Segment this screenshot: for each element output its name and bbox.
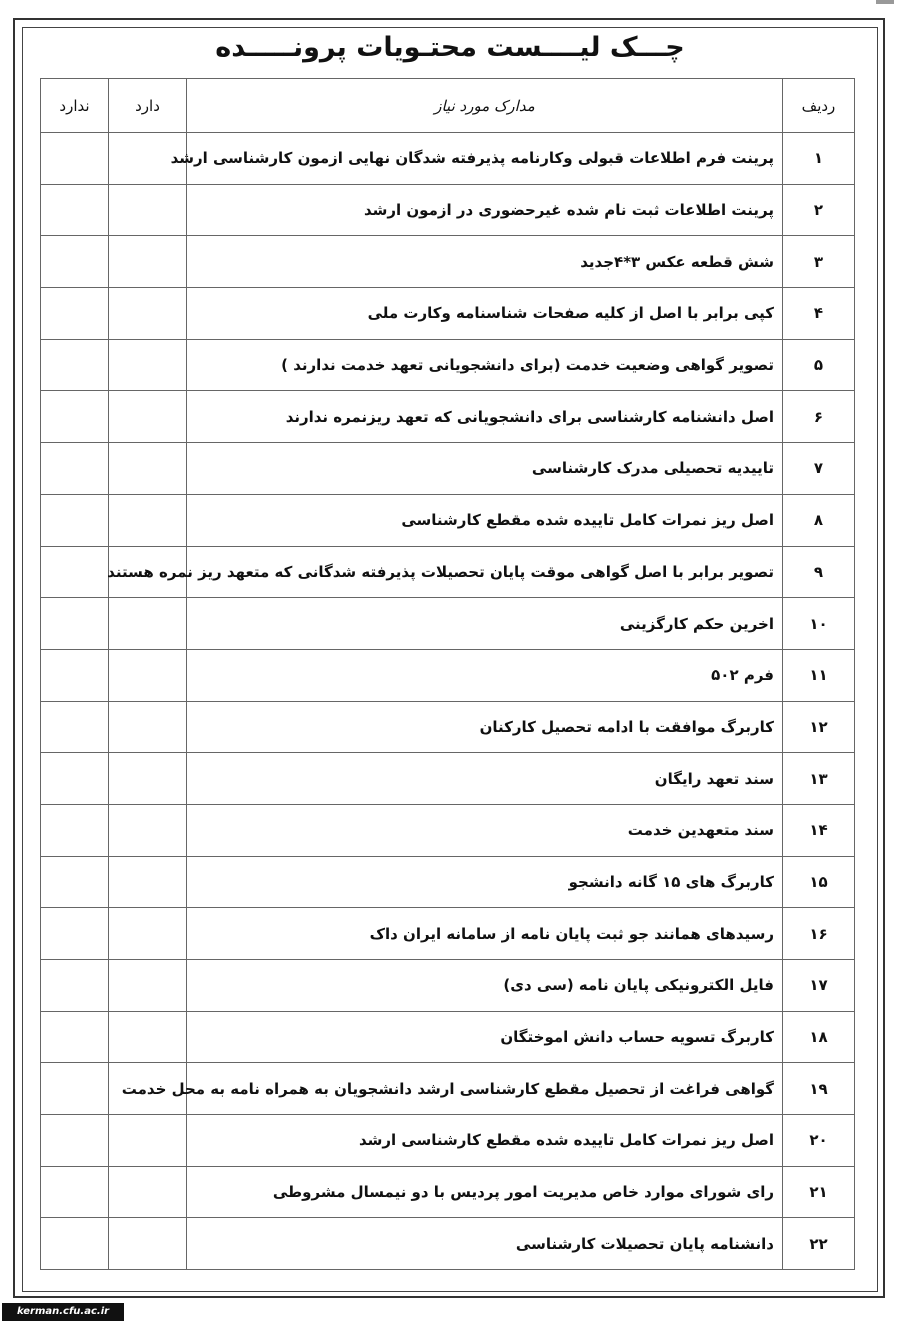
row-document-name: اصل دانشنامه کارشناسی برای دانشجویانی که تعهد ریزنمره ندارند xyxy=(187,391,783,443)
table-row xyxy=(41,236,855,288)
row-document-name: پرینت فرم اطلاعات قبولی وکارنامه پذیرفته شدگان نهایی ازمون کارشناسی ارشد xyxy=(187,133,783,185)
row-number: ۷ xyxy=(783,443,855,495)
row-number: ۱۶ xyxy=(783,908,855,960)
row-has-not-checkbox-cell xyxy=(41,546,109,598)
table-row xyxy=(41,546,855,598)
row-has-not-checkbox-cell xyxy=(41,753,109,805)
row-number: ۱۷ xyxy=(783,960,855,1012)
row-document-name: سند تعهد رایگان xyxy=(187,753,783,805)
table-row xyxy=(41,494,855,546)
row-number: ۲۱ xyxy=(783,1166,855,1218)
checklist-table xyxy=(40,78,855,1270)
table-row xyxy=(41,649,855,701)
website-footer-badge: kerman.cfu.ac.ir xyxy=(2,1303,124,1321)
row-number: ۲۲ xyxy=(783,1218,855,1270)
table-row xyxy=(41,391,855,443)
row-number: ۱۰ xyxy=(783,598,855,650)
row-number: ۵ xyxy=(783,339,855,391)
row-has-not-checkbox-cell xyxy=(41,1218,109,1270)
table-row xyxy=(41,960,855,1012)
row-document-name: کاربرگ موافقت با ادامه تحصیل کارکنان xyxy=(187,701,783,753)
row-has-not-checkbox-cell xyxy=(41,1011,109,1063)
row-has-not-checkbox-cell xyxy=(41,288,109,340)
table-row xyxy=(41,856,855,908)
row-document-name: تصویر برابر با اصل گواهی موقت پایان تحصیلات پذیرفته شدگانی که متعهد ریز نمره هستند xyxy=(187,546,783,598)
row-has-checkbox-cell xyxy=(109,288,187,340)
table-row xyxy=(41,1166,855,1218)
row-has-checkbox-cell xyxy=(109,701,187,753)
row-has-not-checkbox-cell xyxy=(41,236,109,288)
row-document-name: تصویر گواهی وضعیت خدمت (برای دانشجویانی تعهد خدمت ندارند ) xyxy=(187,339,783,391)
row-document-name: گواهی فراغت از تحصیل مقطع کارشناسی ارشد دانشجویان به همراه نامه به محل خدمت xyxy=(187,1063,783,1115)
row-document-name: فایل الکترونیکی پایان نامه (سی دی) xyxy=(187,960,783,1012)
row-has-checkbox-cell xyxy=(109,339,187,391)
table-row xyxy=(41,133,855,185)
table-row xyxy=(41,339,855,391)
row-has-checkbox-cell xyxy=(109,753,187,805)
row-has-checkbox-cell xyxy=(109,1218,187,1270)
header-required-documents: مدارک مورد نیاز xyxy=(187,79,783,133)
row-number: ۲ xyxy=(783,184,855,236)
row-has-checkbox-cell xyxy=(109,598,187,650)
header-radif: ردیف xyxy=(783,79,855,133)
table-row xyxy=(41,598,855,650)
row-has-not-checkbox-cell xyxy=(41,804,109,856)
row-has-not-checkbox-cell xyxy=(41,339,109,391)
row-has-not-checkbox-cell xyxy=(41,856,109,908)
document-title: چـــک لیــــست محتـویات پرونـــــده xyxy=(215,32,685,63)
scan-corner-mark xyxy=(876,0,894,4)
row-number: ۶ xyxy=(783,391,855,443)
row-number: ۳ xyxy=(783,236,855,288)
row-has-checkbox-cell xyxy=(109,649,187,701)
table-row xyxy=(41,1115,855,1167)
table-row xyxy=(41,804,855,856)
row-number: ۱۵ xyxy=(783,856,855,908)
row-has-not-checkbox-cell xyxy=(41,598,109,650)
row-has-checkbox-cell xyxy=(109,443,187,495)
row-has-checkbox-cell xyxy=(109,184,187,236)
header-has-not: ندارد xyxy=(41,79,109,133)
row-number: ۹ xyxy=(783,546,855,598)
row-has-not-checkbox-cell xyxy=(41,908,109,960)
row-number: ۱۲ xyxy=(783,701,855,753)
row-has-not-checkbox-cell xyxy=(41,649,109,701)
row-has-checkbox-cell xyxy=(109,1011,187,1063)
row-number: ۱۳ xyxy=(783,753,855,805)
table-row xyxy=(41,1011,855,1063)
row-has-not-checkbox-cell xyxy=(41,184,109,236)
checklist-rows xyxy=(41,133,855,1270)
row-has-checkbox-cell xyxy=(109,1115,187,1167)
row-has-not-checkbox-cell xyxy=(41,133,109,185)
row-has-checkbox-cell xyxy=(109,391,187,443)
row-has-checkbox-cell xyxy=(109,856,187,908)
row-document-name: رسیدهای همانند جو ثبت پایان نامه از سامانه ایران داک xyxy=(187,908,783,960)
row-document-name: شش قطعه عکس ۳*۴جدید xyxy=(187,236,783,288)
table-row xyxy=(41,184,855,236)
row-number: ۱۴ xyxy=(783,804,855,856)
table-row xyxy=(41,908,855,960)
row-document-name: اخرین حکم کارگزینی xyxy=(187,598,783,650)
row-document-name: اصل ریز نمرات کامل تاییده شده مقطع کارشناسی ارشد xyxy=(187,1115,783,1167)
row-has-checkbox-cell xyxy=(109,804,187,856)
row-number: ۱۹ xyxy=(783,1063,855,1115)
row-has-checkbox-cell xyxy=(109,908,187,960)
row-document-name: فرم ۵۰۲ xyxy=(187,649,783,701)
table-row xyxy=(41,701,855,753)
row-number: ۱۸ xyxy=(783,1011,855,1063)
row-has-not-checkbox-cell xyxy=(41,1166,109,1218)
row-has-not-checkbox-cell xyxy=(41,494,109,546)
row-has-checkbox-cell xyxy=(109,960,187,1012)
row-has-not-checkbox-cell xyxy=(41,1063,109,1115)
table-row xyxy=(41,753,855,805)
table-row xyxy=(41,1218,855,1270)
row-document-name: رای شورای موارد خاص مدیریت امور پردیس با دو نیمسال مشروطی xyxy=(187,1166,783,1218)
row-number: ۴ xyxy=(783,288,855,340)
row-has-not-checkbox-cell xyxy=(41,443,109,495)
header-has: دارد xyxy=(109,79,187,133)
row-has-not-checkbox-cell xyxy=(41,391,109,443)
row-document-name: دانشنامه پایان تحصیلات کارشناسی xyxy=(187,1218,783,1270)
row-document-name: اصل ریز نمرات کامل تاییده شده مقطع کارشناسی xyxy=(187,494,783,546)
row-has-not-checkbox-cell xyxy=(41,701,109,753)
table-row xyxy=(41,1063,855,1115)
row-document-name: کپی برابر با اصل از کلیه صفحات شناسنامه وکارت ملی xyxy=(187,288,783,340)
row-has-not-checkbox-cell xyxy=(41,1115,109,1167)
row-number: ۲۰ xyxy=(783,1115,855,1167)
row-has-checkbox-cell xyxy=(109,236,187,288)
row-number: ۱۱ xyxy=(783,649,855,701)
row-has-checkbox-cell xyxy=(109,494,187,546)
row-document-name: کاربرگ های ۱۵ گانه دانشجو xyxy=(187,856,783,908)
row-number: ۸ xyxy=(783,494,855,546)
row-has-not-checkbox-cell xyxy=(41,960,109,1012)
table-row xyxy=(41,443,855,495)
header-row xyxy=(41,79,855,133)
row-has-checkbox-cell xyxy=(109,1166,187,1218)
row-number: ۱ xyxy=(783,133,855,185)
row-document-name: کاربرگ تسویه حساب دانش اموختگان xyxy=(187,1011,783,1063)
table-row xyxy=(41,288,855,340)
row-document-name: پرینت اطلاعات ثبت نام شده غیرحضوری در ازمون ارشد xyxy=(187,184,783,236)
row-document-name: سند متعهدین خدمت xyxy=(187,804,783,856)
row-document-name: تاییدیه تحصیلی مدرک کارشناسی xyxy=(187,443,783,495)
